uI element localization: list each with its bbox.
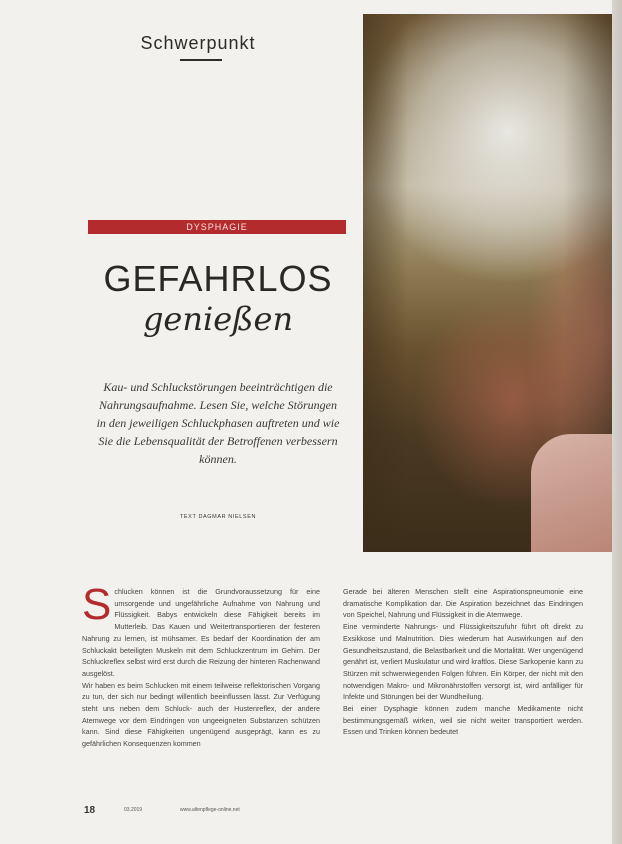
page-gutter [612,0,622,844]
topic-label: DYSPHAGIE [186,222,248,232]
website-link[interactable]: www.altenpflege-online.net [180,807,240,813]
body-column-1 [82,580,320,750]
section-title: Schwerpunkt [140,33,256,53]
section-title-underline [180,59,222,61]
body-paragraph: Eine verminderte Nahrungs- und Flüssigkeitszufuhr führt oft direkt zu Exsikkose und Malnutrition. Dies wiederum hat Auswirkungen auf den Gesundheitszustand, die Belastbarkeit und die Mortalität. Wer ungenügend genährt ist, verliert Muskulatur und wird kraftlos. Diese Sarkopenie kann zu Stürzen mit schwerwiegenden Folgen führen. Ein Körper, der nicht mit den notwendigen Makro- und Mikronährstoffen versorgt ist, wird anfälliger für Infekte und Störungen bei der Wundheilung. [343,622,583,702]
body-paragraph: Wir haben es beim Schlucken mit einem teilweise reflektorischen Vorgang zu tun, der sich nur bedingt willentlich beeinflussen lässt. Zur Verfügung steht uns neben dem Schluck- auch der Hustenreflex, der andere Atemwege vor dem Eindringen von ungeeigneten Substanzen schützen kann. Sind diese Fähigkeiten ungenügend ausgeprägt, kann es zu gefährlichen Konsequenzen kommen [82,680,320,749]
photo-sweater-detail [531,434,613,552]
body-column-2 [343,586,583,738]
page-number: 18 [84,805,96,816]
body-paragraph: Gerade bei älteren Menschen stellt eine Aspirationspneumonie eine dramatische Komplikation dar. Die Aspiration bezeichnet das Eindringen von Speichel, Nahrung und Flüssigkeit in die Atemwege. [343,587,583,620]
body-text: chlucken können ist die Grundvoraussetzung für eine umsorgende und ungefährliche Aufnahme von Nahrung und Flüssigkeit. Babys entwickeln diese Fähigkeit bereits im Mutterleib. Das Kauen und Weitertransportieren der festeren Nahrung zu lernen, ist mühsamer. Es bedarf der Koordination der am Schluckakt beteiligten Muskeln mit dem Schluckzentrum im Gehirn. Der Schluckreflex selbst wird erst durch die Reizung der hinteren Rachenwand ausgelöst. [82,587,320,678]
headline-main: GEFAHRLOS [103,258,333,299]
body-paragraph [82,580,320,680]
author-credit: TEXT DAGMAR NIELSEN [179,514,257,520]
article-photo [363,14,613,552]
issue-label: 03.2019 [124,807,143,813]
headline-italic: genießen [142,300,294,338]
body-paragraph: Bei einer Dysphagie können zudem manche Medikamente nicht bestimmungsgemäß wirken, weil sie nicht weiter transportiert werden. Essen und Trinken können bedeutet [343,704,583,737]
lead-paragraph: Kau- und Schluckstörungen beeinträchtigen die Nahrungsaufnahme. Lesen Sie, welche Störungen in den jeweiligen Schluckphasen auftreten und wie Sie die Lebensqualität der Betroffenen verbessern können. [96,380,340,466]
drop-cap: S [82,580,112,629]
